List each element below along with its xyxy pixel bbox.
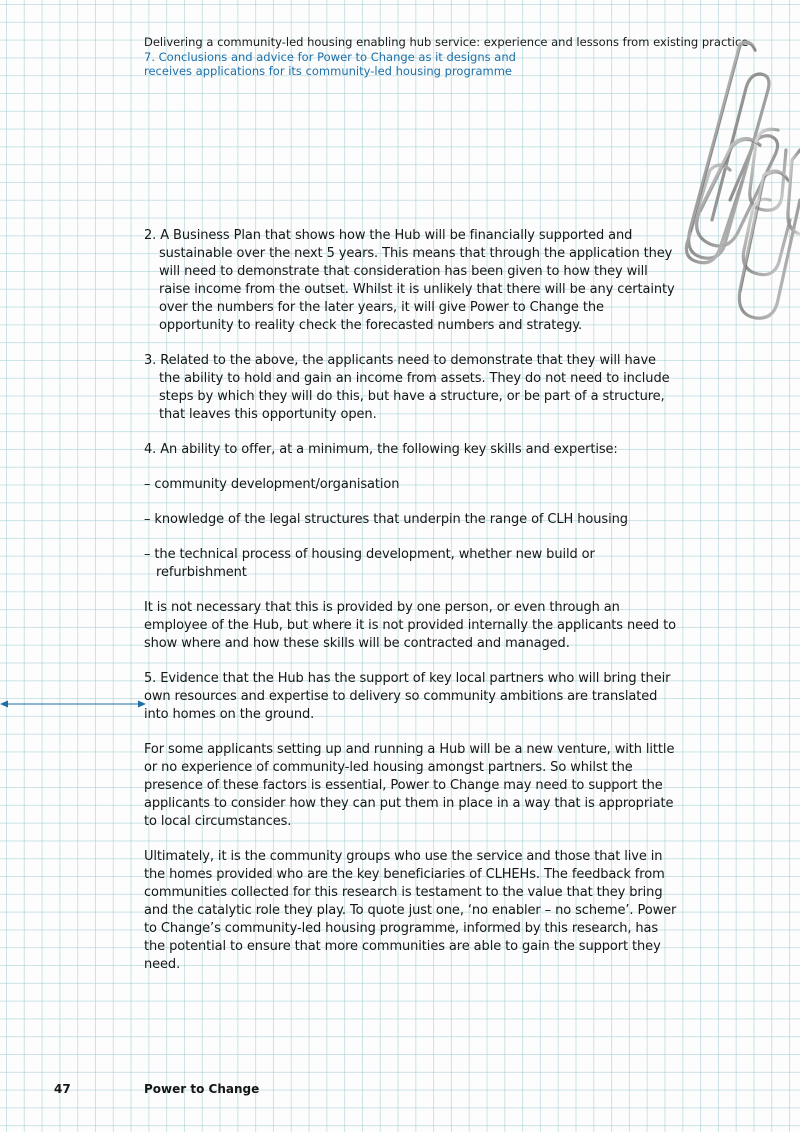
body-text <box>144 227 679 991</box>
skill-item: – community development/organisation <box>144 477 400 492</box>
criterion-4: 4. An ability to offer, at a minimum, the following key skills and expertise: <box>144 442 618 457</box>
skill-item: – knowledge of the legal structures that underpin the range of CLH housing <box>144 512 628 527</box>
criterion-3: 3. Related to the above, the applicants need to demonstrate that they will have the ability to hold and gain an income from assets. They do not need to include steps by which they will do this, but have a structure, or be part of a structure, that leaves this opportunity open. <box>144 353 670 422</box>
conclusion-paragraph: Ultimately, it is the community groups who use the service and those that live in the homes provided who are the key beneficiaries of CLHEHs. The feedback from communities collected for this research is testament to the value that they bring and the catalytic role they play. To quote just one, ‘no enabler – no scheme’. Power to Change’s community-led housing programme, informed by this research, has the potential to ensure that more communities are able to gain the support they need. <box>144 849 677 972</box>
page-number: 47 <box>54 1082 71 1096</box>
paperclips-image <box>660 30 800 330</box>
document-title: Delivering a community-led housing enabling hub service: experience and lessons from existing practice <box>144 35 749 49</box>
criterion-2: 2. A Business Plan that shows how the Hub will be financially supported and sustainable over the next 5 years. This means that through the application they will need to demonstrate that consideration has been given to how they will raise income from the outset. Whilst it is unlikely that there will be any certainty over the numbers for the later years, it will give Power to Change the opportunity to reality check the forecasted numbers and strategy. <box>144 228 675 333</box>
skills-paragraph: It is not necessary that this is provided by one person, or even through an employee of the Hub, but where it is not provided internally the applicants need to show where and how these skills will be contracted and managed. <box>144 600 676 651</box>
skill-item: – the technical process of housing development, whether new build or refurbishment <box>144 547 595 580</box>
footer-brand: Power to Change <box>144 1082 260 1096</box>
double-arrow-icon <box>0 698 146 710</box>
new-venture-paragraph: For some applicants setting up and running a Hub will be a new venture, with little or no experience of community-led housing amongst partners. So whilst the presence of these factors is essential, Power to Change may need to support the applicants to consider how they can put them in place in a way that is appropriate to local circumstances. <box>144 742 675 829</box>
criterion-5: 5. Evidence that the Hub has the support of key local partners who will bring their own resources and expertise to delivery so community ambitions are translated into homes on the ground. <box>144 671 671 722</box>
section-title: 7. Conclusions and advice for Power to Change as it designs and receives applications for its community-led housing programme <box>144 49 516 78</box>
page-header <box>144 35 748 79</box>
